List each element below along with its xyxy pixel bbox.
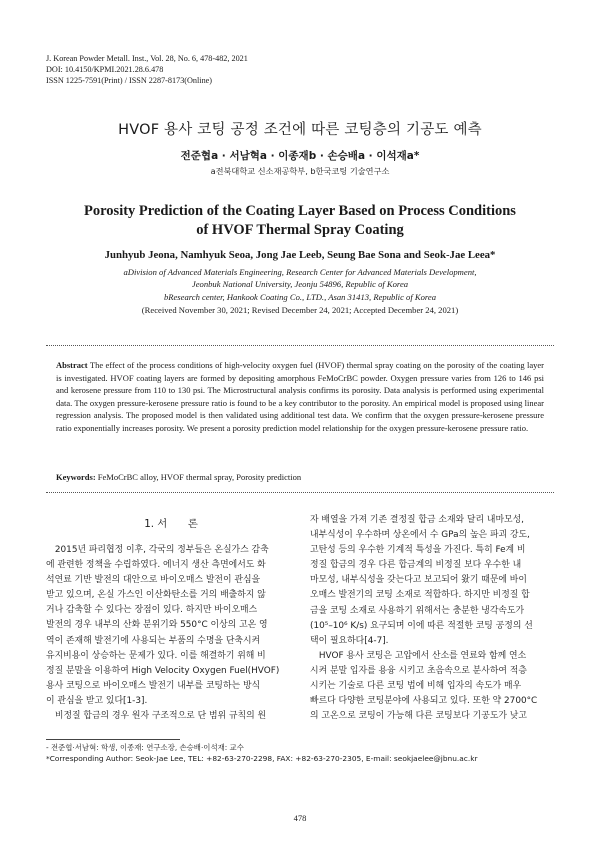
keywords-label: Keywords: (56, 472, 96, 482)
english-title-line-2: of HVOF Thermal Spray Coating (196, 222, 404, 238)
affiliation-line-3: bResearch center, Hankook Coating Co., LTD., Asan 31413, Republic of Korea (163, 291, 437, 302)
body-line: 정질 분말을 이용하여 High Velocity Oxygen Fuel(HVOF) (46, 665, 280, 676)
right-column (310, 513, 560, 724)
footnotes (46, 742, 478, 764)
abstract-label: Abstract (56, 360, 88, 370)
journal-doi: DOI: 10.4150/KPMI.2021.28.6.478 (46, 65, 164, 74)
body-line: 시켜 분말 입자를 용융 시키고 초음속으로 분사하여 적층 (310, 665, 527, 676)
body-line: 마모성, 내부식성을 갖는다고 보고되어 왔기 때문에 바이 (310, 575, 527, 586)
body-line: 이 관심을 받고 있다[1-3]. (46, 695, 148, 706)
korean-title: HVOF 용사 코팅 공정 조건에 따른 코팅층의 기공도 예측 (118, 122, 482, 138)
section-heading-introduction: 1. 서 론 (144, 518, 198, 530)
english-title-line-1: Porosity Prediction of the Coating Layer Based on Process Conditions (84, 203, 516, 219)
journal-citation: J. Korean Powder Metall. Inst., Vol. 28, No. 6, 478-482, 2021 (46, 54, 248, 63)
abstract-bottom-divider (46, 492, 554, 493)
affiliation-line-2: Jeonbuk National University, Jeonju 54896, Republic of Korea (191, 279, 409, 290)
left-column (46, 543, 298, 724)
keywords-text: FeMoCrBC alloy, HVOF thermal spray, Porosity prediction (97, 472, 302, 482)
abstract (56, 359, 544, 434)
body-line: 유지비용이 상승하는 문제가 있다. 이를 해결하기 위해 비 (46, 650, 266, 661)
english-authors: Junhyub Jeona, Namhyuk Seoa, Jong Jae Leeb, Seung Bae Sona and Seok-Jae Leea* (104, 249, 496, 261)
body-line: 에 관련한 정책을 수립하였다. 에너지 생산 측면에서도 화 (46, 560, 266, 571)
body-line: 자 배열을 가져 기존 결정질 합금 소재와 달리 내마모성, (310, 515, 524, 525)
korean-authors: 전준협a · 서남혁a · 이종재b · 손승배a · 이석재a* (180, 150, 420, 162)
affiliation-line-1: aDivision of Advanced Materials Engineering, Research Center for Advanced Materials Development, (123, 267, 477, 277)
page-number: 478 (293, 813, 307, 823)
footnote-divider (46, 739, 180, 740)
body-line: 빠르다 다양한 코팅분야에 사용되고 있다. 또한 약 2700°C (310, 696, 538, 707)
received-dates: (Received November 30, 2021; Revised December 24, 2021; Accepted December 24, 2021) (141, 305, 459, 315)
english-title (40, 202, 560, 240)
body-line: 용사 코팅으로 바이오매스 발전기 내부를 코팅하는 방식 (46, 680, 261, 691)
body-line: 역이 존재해 발전기에 사용되는 부품의 수명을 단축시켜 (46, 635, 261, 646)
body-line: HVOF 용사 코팅은 고압에서 산소를 연료와 함께 연소 (310, 650, 527, 661)
body-line: (10⁵–10⁶ K/s) 요구되며 이에 따른 적절한 코팅 공정의 선 (310, 620, 533, 631)
body-line: 받고 있으며, 온실 가스인 이산화탄소를 거의 배출하지 않 (46, 590, 266, 601)
footnote-corresponding-author: *Corresponding Author: Seok-Jae Lee, TEL: +82-63-270-2298, FAX: +82-63-270-2305, E-mail: seokjaelee@jbnu.ac.kr (46, 754, 478, 763)
body-line: 금을 코팅 소재로 사용하기 위해서는 충분한 냉각속도가 (310, 605, 525, 616)
body-line: 시키는 기술로 다른 코팅 법에 비해 입자의 속도가 매우 (310, 681, 522, 692)
body-line: 정질 합금의 경우 다른 합금계의 비정질 보다 우수한 내 (310, 560, 522, 571)
body-line: 택이 필요하다[4-7]. (310, 635, 389, 646)
journal-issn: ISSN 1225-7591(Print) / ISSN 2287-8173(Online) (46, 76, 213, 85)
body-line: 비정질 합금의 경우 원자 구조적으로 단 범위 규칙의 원 (46, 711, 267, 722)
body-line: 오매스 발전기의 코팅 소재로 적합하다. 하지만 비정질 합 (310, 590, 530, 601)
keywords (56, 472, 301, 482)
body-line: 내부식성이 우수하며 상온에서 수 GPa의 높은 파괴 강도, (310, 530, 530, 541)
body-line: 거나 감축할 수 있다는 장점이 있다. 하지만 바이오매스 (46, 605, 258, 616)
body-line: 발전의 경우 내부의 산화 분위기와 550°C 이상의 고온 영 (46, 620, 268, 631)
footnote-roles: - 전준협·서남혁: 학생, 이종재: 연구소장, 손승배·이석재: 교수 (46, 743, 244, 752)
body-line: 고탄성 등의 우수한 기계적 특성을 가진다. 특히 Fe계 비 (310, 545, 526, 556)
abstract-top-divider (46, 345, 554, 346)
body-line: 의 고온으로 코팅이 가능해 다른 코팅보다 기공도가 낮고 (310, 711, 527, 722)
abstract-text: The effect of the process conditions of high-velocity oxygen fuel (HVOF) thermal spray coating on the porosity of the coating layer is investigated. HVOF coating layers are formed by depositing amorphous FeMoCrBC powder. Oxygen pressure varies from 126 to 146 psi and kerosene pressure from 110 to 130 psi. The Microstructural analysis confirms its porosity. Data analysis is performed using experimental data. The oxygen pressure-kerosene pressure ratio is found to be a key contributor to the porosity. An empirical model is proposed using linear regression analysis. The proposed model is then validated using additional test data. We confirm that the oxygen pressure-kerosene pressure ratio exponentially increases porosity. We present a porosity prediction model relationship for the oxygen pressure-kerosene pressure ratio. (56, 360, 544, 433)
korean-affiliation: a전북대학교 신소재공학부, b한국코팅 기술연구소 (210, 166, 390, 176)
body-line: 석연료 기반 발전의 대안으로 바이오매스 발전이 관심을 (46, 575, 261, 586)
english-affiliation (0, 266, 600, 303)
body-line: 2015년 파리협정 이후, 각국의 정부들은 온실가스 감축 (46, 545, 269, 555)
journal-meta (46, 53, 248, 86)
